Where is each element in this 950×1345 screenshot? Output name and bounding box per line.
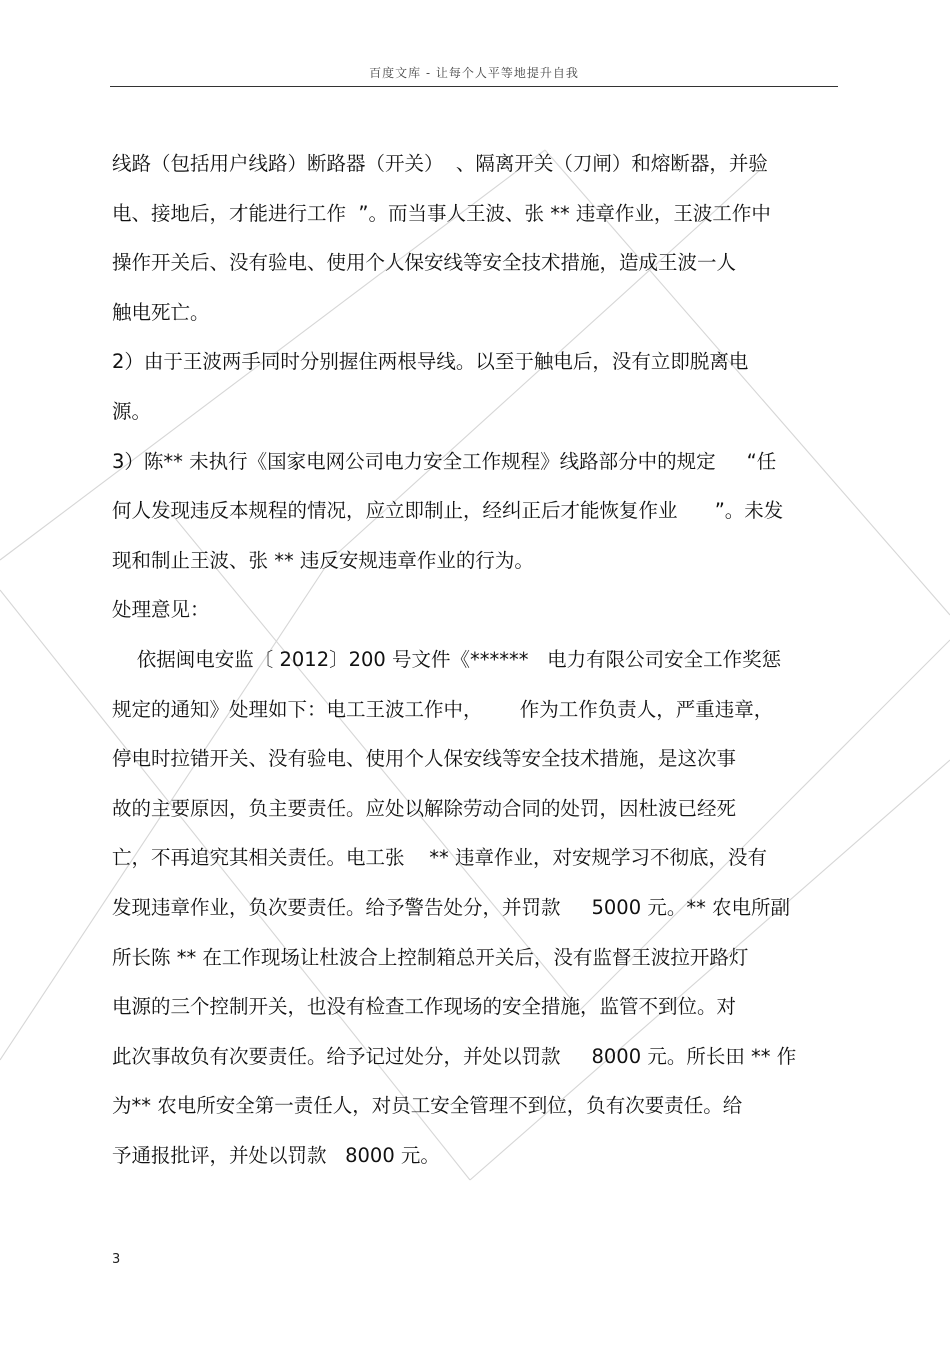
page-header: 百度文库 - 让每个人平等地提升自我 xyxy=(369,66,579,80)
paragraph-line: 3）陈** 未执行《国家电网公司电力安全工作规程》线路部分中的规定 “任 xyxy=(112,449,777,473)
paragraph-line: 线路（包括用户线路）断路器（开关） 、隔离开关（刀闸）和熔断器，并验 xyxy=(112,152,768,175)
paragraph-line: 触电死亡。 xyxy=(112,300,210,324)
paragraph-line: 规定的通知》处理如下：电工王波工作中， 作为工作负责人，严重违章， xyxy=(112,697,774,721)
paragraph-line: 2）由于王波两手同时分别握住两根导线。以至于触电后，没有立即脱离电 xyxy=(112,350,749,374)
paragraph-line: 源。 xyxy=(112,399,152,423)
header-divider xyxy=(110,86,838,87)
paragraph-line: 电源的三个控制开关，也没有检查工作现场的安全措施，监管不到位。对 xyxy=(112,995,737,1019)
paragraph-line: 亡，不再追究其相关责任。电工张 ** 违章作业，对安规学习不彻底，没有 xyxy=(112,846,767,870)
paragraph-line: 所长陈 ** 在工作现场让杜波合上控制箱总开关后，没有监督王波拉开路灯 xyxy=(112,945,749,969)
paragraph-line: 为** 农电所安全第一责任人，对员工安全管理不到位，负有次要责任。给 xyxy=(112,1094,743,1118)
paragraph-line: 故的主要原因，负主要责任。应处以解除劳动合同的处罚，因杜波已经死 xyxy=(112,796,737,820)
paragraph-line: 此次事故负有次要责任。给予记过处分，并处以罚款 8000 元。所长田 ** 作 xyxy=(112,1044,797,1068)
paragraph-line: 何人发现违反本规程的情况，应立即制止，经纠正后才能恢复作业 ”。未发 xyxy=(112,499,784,523)
paragraph-line: 现和制止王波、张 ** 违反安规违章作业的行为。 xyxy=(112,548,534,572)
paragraph-line: 依据闽电安监〔 2012〕200 号文件《****** 电力有限公司安全工作奖惩 xyxy=(112,647,782,671)
paragraph-line: 予通报批评，并处以罚款 8000 元。 xyxy=(112,1143,440,1167)
paragraph-line: 操作开关后、没有验电、使用个人保安线等安全技术措施，造成王波一人 xyxy=(112,251,737,275)
page-number: 3 xyxy=(112,1252,121,1267)
paragraph-line: 停电时拉错开关、没有验电、使用个人保安线等安全技术措施，是这次事 xyxy=(112,747,737,771)
document-body xyxy=(112,146,842,1187)
section-heading: 处理意见： xyxy=(112,598,210,622)
paragraph-line: 发现违章作业，负次要责任。给予警告处分，并罚款 5000 元。** 农电所副 xyxy=(112,895,791,919)
paragraph-line: 电、接地后，才能进行工作 ”。而当事人王波、张 ** 违章作业，王波工作中 xyxy=(112,201,771,225)
